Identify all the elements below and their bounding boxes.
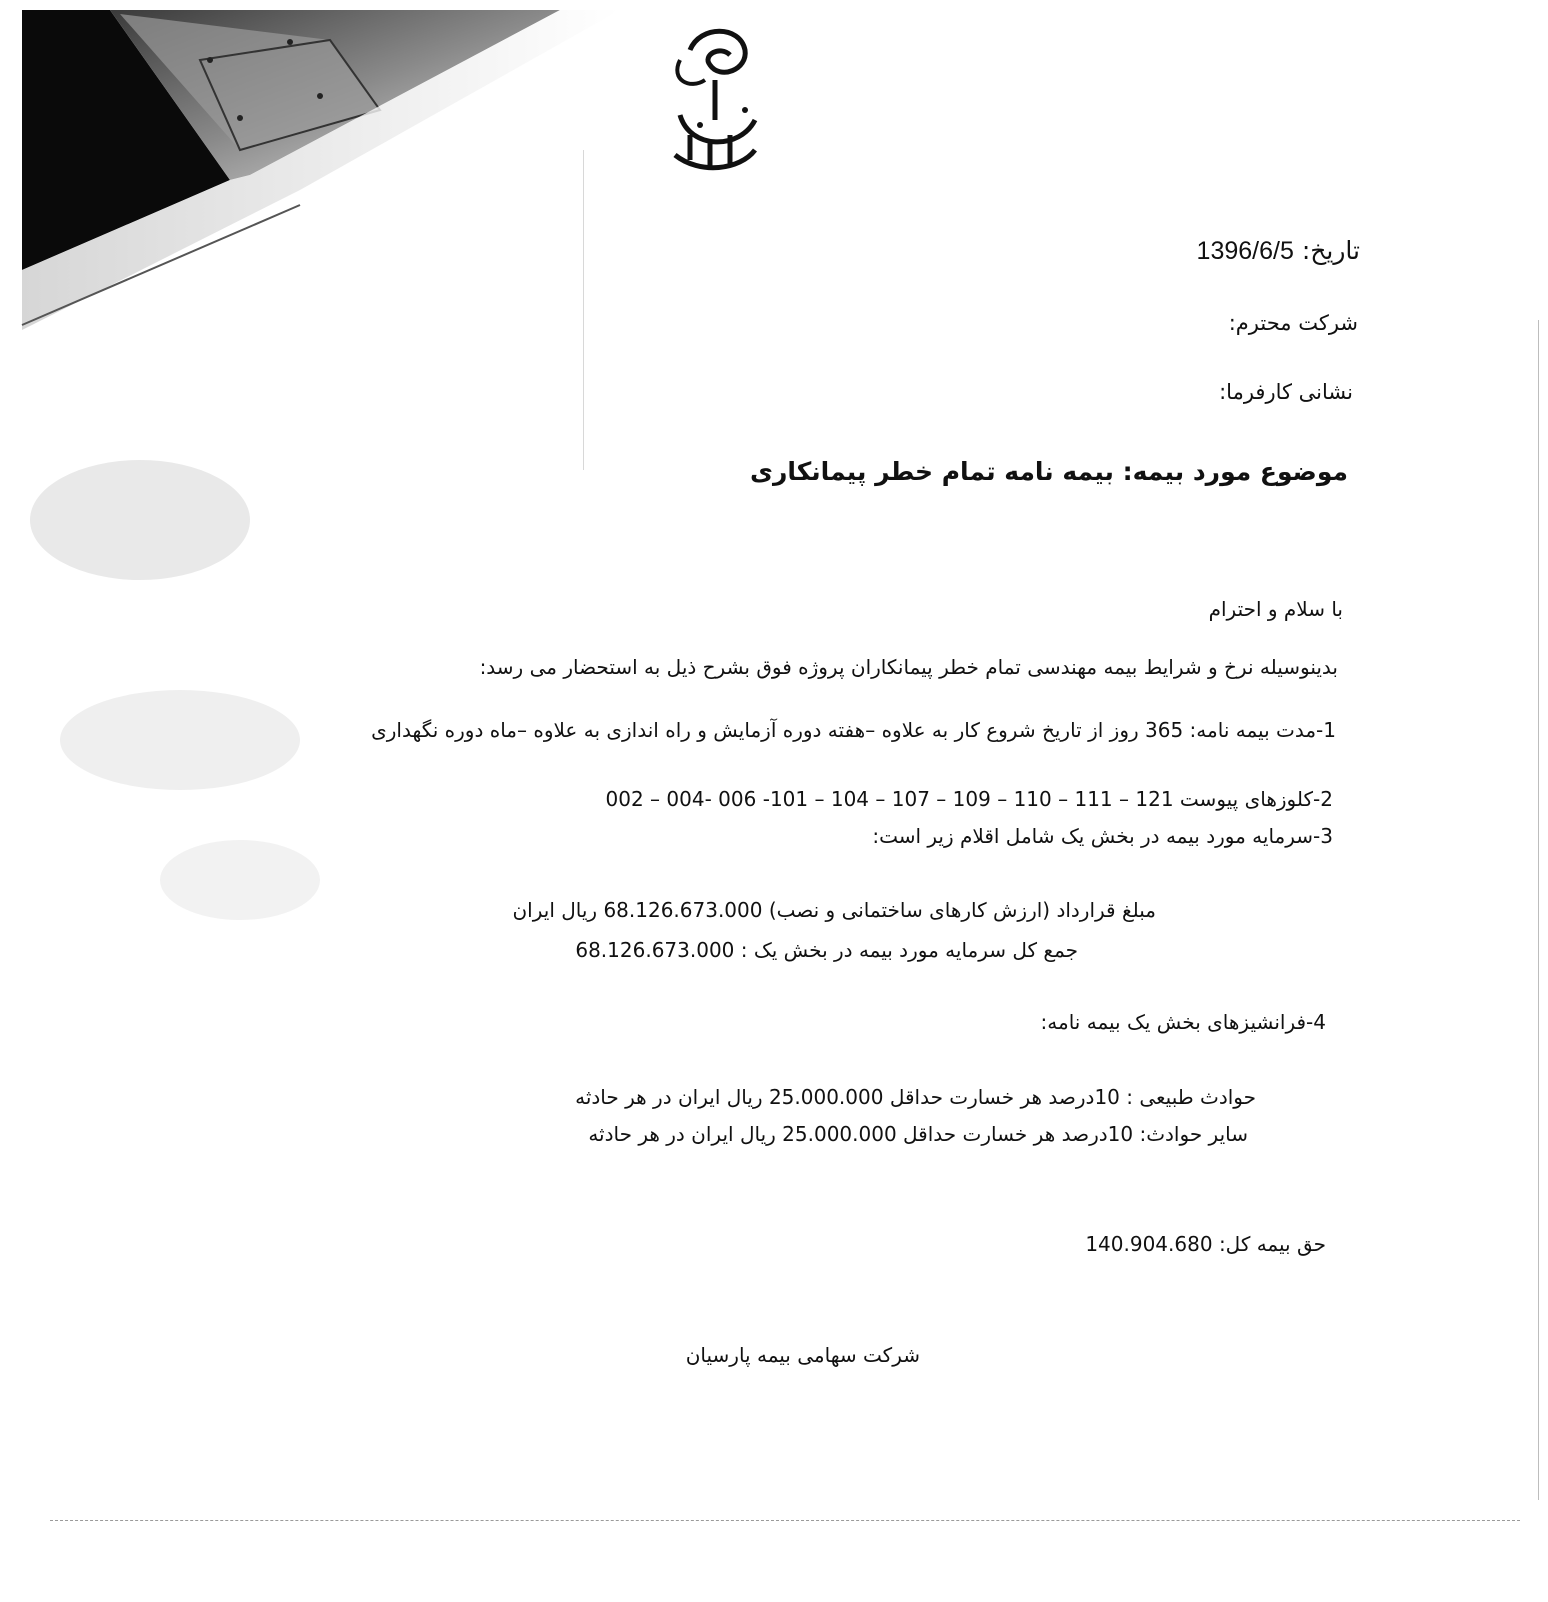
parsian-insurance-logo (660, 20, 770, 180)
total-capital: جمع کل سرمایه مورد بیمه در بخش یک : 68.126.673.000 (575, 938, 1078, 962)
subject-value: بیمه نامه تمام خطر پیمانکاری (750, 457, 1114, 486)
page-edge-right (1538, 320, 1539, 1500)
premium-label: حق بیمه کل: (1218, 1232, 1326, 1256)
signature-company: شرکت سهامی بیمه پارسیان (685, 1343, 920, 1367)
item-insured-capital: 3-سرمایه مورد بیمه در بخش یک شامل اقلام زیر است: (872, 824, 1333, 848)
scan-fold-line (583, 150, 584, 470)
subject-label: موضوع مورد بیمه: (1122, 457, 1348, 486)
company-label: شرکت محترم: (1228, 311, 1358, 335)
greeting: با سلام و احترام (1208, 597, 1343, 621)
date-line (1197, 236, 1360, 266)
page-edge-bottom (50, 1520, 1520, 1521)
date-label: تاریخ: (1301, 236, 1360, 265)
subject-line (750, 457, 1348, 486)
item-policy-duration: 1-مدت بیمه نامه: 365 روز از تاریخ شروع کار به علاوه –هفته دوره آزمایش و راه اندازی به علاوه –ماه دوره نگهداری (371, 718, 1336, 742)
premium-value: 140.904.680 (1085, 1232, 1213, 1256)
franchise-heading: 4-فرانشیزهای بخش یک بیمه نامه: (1040, 1010, 1326, 1034)
contract-amount: مبلغ قرارداد (ارزش کارهای ساختمانی و نصب) 68.126.673.000 ریال ایران (512, 898, 1156, 922)
date-value: 1396/6/5 (1196, 237, 1294, 265)
franchise-natural-disasters: حوادث طبیعی : 10درصد هر خسارت حداقل 25.000.000 ریال ایران در هر حادثه (575, 1085, 1256, 1109)
scan-smudge-left (20, 320, 320, 1020)
intro-paragraph: بدینوسیله نرخ و شرایط بیمه مهندسی تمام خطر پیمانکاران پروژه فوق بشرح ذیل به استحضار می رسد: (479, 655, 1338, 679)
employer-address-label: نشانی کارفرما: (1219, 380, 1353, 404)
item-clauses: 2-کلوزهای پیوست 121 – 111 – 110 – 109 – 107 – 104 – 101- 006 -004 – 002 (605, 787, 1333, 811)
total-premium (1085, 1232, 1326, 1256)
franchise-other-accidents: سایر حوادث: 10درصد هر خسارت حداقل 25.000.000 ریال ایران در هر حادثه (588, 1122, 1248, 1146)
scan-shadow-corner (0, 0, 1548, 360)
